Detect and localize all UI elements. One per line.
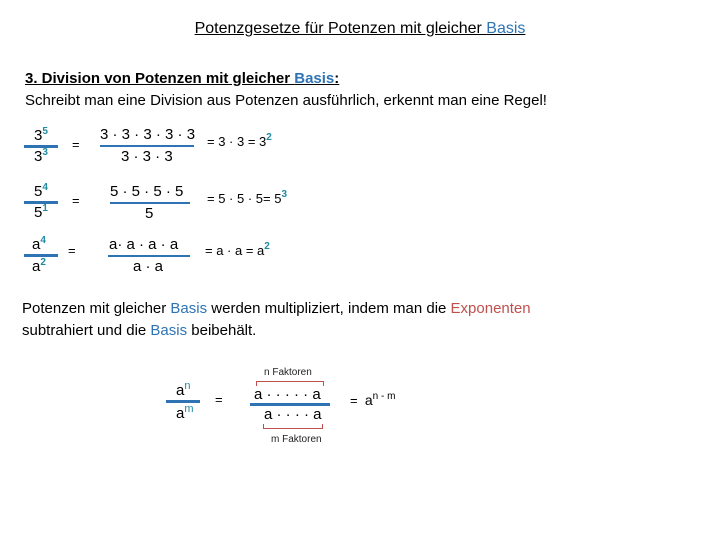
rule-basis-2: Basis bbox=[150, 322, 188, 339]
ex3-result-exp: 2 bbox=[264, 241, 270, 252]
example-2-denominator bbox=[34, 204, 48, 221]
rule-basis-1: Basis bbox=[170, 300, 208, 317]
m-factors-label: m Faktoren bbox=[271, 434, 322, 445]
example-3-expanded-bar bbox=[108, 255, 190, 257]
rule-part-4: beibehält. bbox=[187, 322, 257, 339]
section-intro: Schreibt man eine Division aus Potenzen ausführlich, erkennt man eine Regel! bbox=[25, 92, 547, 109]
general-expanded-numerator: a · · · · · a bbox=[254, 386, 321, 403]
rule-part-1: Potenzen mit gleicher bbox=[22, 300, 171, 317]
general-den-exp: m bbox=[184, 403, 194, 415]
example-1-equals: = bbox=[72, 137, 80, 152]
example-3-equals: = bbox=[68, 243, 76, 258]
ex3-num-exp: 4 bbox=[40, 235, 46, 246]
page-title bbox=[0, 20, 720, 38]
general-expanded-denominator: a · · · · a bbox=[264, 406, 322, 423]
example-1-expanded-denominator: 3 · 3 · 3 bbox=[121, 148, 173, 165]
ex3-num-base: a bbox=[32, 236, 41, 253]
n-factors-label: n Faktoren bbox=[264, 367, 312, 378]
general-denominator bbox=[176, 405, 194, 422]
general-num-base: a bbox=[176, 382, 185, 399]
title-prefix: Potenzgesetze für Potenzen mit gleicher bbox=[194, 20, 487, 37]
example-3-numerator bbox=[32, 236, 46, 253]
ex1-den-exp: 3 bbox=[42, 147, 48, 158]
ex2-num-base: 5 bbox=[34, 183, 43, 200]
ex2-result-exp: 3 bbox=[281, 189, 287, 200]
general-result bbox=[350, 392, 395, 408]
ex3-den-exp: 2 bbox=[40, 257, 46, 268]
general-equals: = bbox=[215, 392, 223, 407]
example-1-expanded-bar bbox=[100, 145, 194, 147]
rule-exponenten: Exponenten bbox=[450, 300, 531, 317]
ex2-num-exp: 4 bbox=[42, 182, 48, 193]
m-factors-brace bbox=[263, 424, 323, 429]
general-num-exp: n bbox=[184, 380, 191, 392]
example-2-expanded-denominator: 5 bbox=[145, 205, 154, 222]
rule-statement bbox=[22, 298, 702, 342]
ex1-num-exp: 5 bbox=[42, 126, 48, 137]
rule-part-3: subtrahiert und die bbox=[22, 322, 151, 339]
ex3-den-base: a bbox=[32, 258, 41, 275]
general-result-eq: = bbox=[350, 393, 358, 408]
example-3-expanded-denominator: a · a bbox=[133, 258, 164, 275]
ex1-result-text: = 3 · 3 = 3 bbox=[207, 134, 267, 149]
example-2-equals: = bbox=[72, 193, 80, 208]
general-fraction-bar bbox=[166, 400, 200, 403]
example-2-expanded-numerator: 5 · 5 · 5 · 5 bbox=[110, 183, 184, 200]
rule-part-2: werden multipliziert, indem man die bbox=[207, 300, 451, 317]
general-result-base: a bbox=[364, 392, 373, 408]
example-1-expanded-numerator: 3 · 3 · 3 · 3 · 3 bbox=[100, 126, 196, 143]
section-heading bbox=[25, 70, 339, 87]
example-2-expanded-bar bbox=[110, 202, 190, 204]
ex1-result-exp: 2 bbox=[266, 132, 272, 143]
example-2-numerator bbox=[34, 183, 48, 200]
example-3-denominator bbox=[32, 258, 46, 275]
section-heading-basis: Basis bbox=[294, 70, 335, 87]
example-1-numerator bbox=[34, 127, 48, 144]
ex1-den-base: 3 bbox=[34, 148, 43, 165]
example-3-expanded-numerator: a· a · a · a bbox=[109, 236, 179, 253]
general-result-exp: n - m bbox=[372, 391, 396, 402]
section-heading-colon: : bbox=[334, 70, 340, 87]
example-3-result bbox=[205, 243, 270, 258]
ex2-den-exp: 1 bbox=[42, 203, 48, 214]
ex3-result-text: = a · a = a bbox=[205, 243, 265, 258]
ex2-result-text: = 5 · 5 · 5= 5 bbox=[207, 191, 282, 206]
section-heading-prefix: 3. Division von Potenzen mit gleicher bbox=[25, 70, 295, 87]
general-numerator bbox=[176, 382, 190, 399]
ex1-num-base: 3 bbox=[34, 127, 43, 144]
example-1-denominator bbox=[34, 148, 48, 165]
example-1-result bbox=[207, 134, 272, 149]
example-2-result bbox=[207, 191, 287, 206]
general-den-base: a bbox=[176, 405, 185, 422]
ex2-den-base: 5 bbox=[34, 204, 43, 221]
title-basis: Basis bbox=[486, 20, 526, 37]
